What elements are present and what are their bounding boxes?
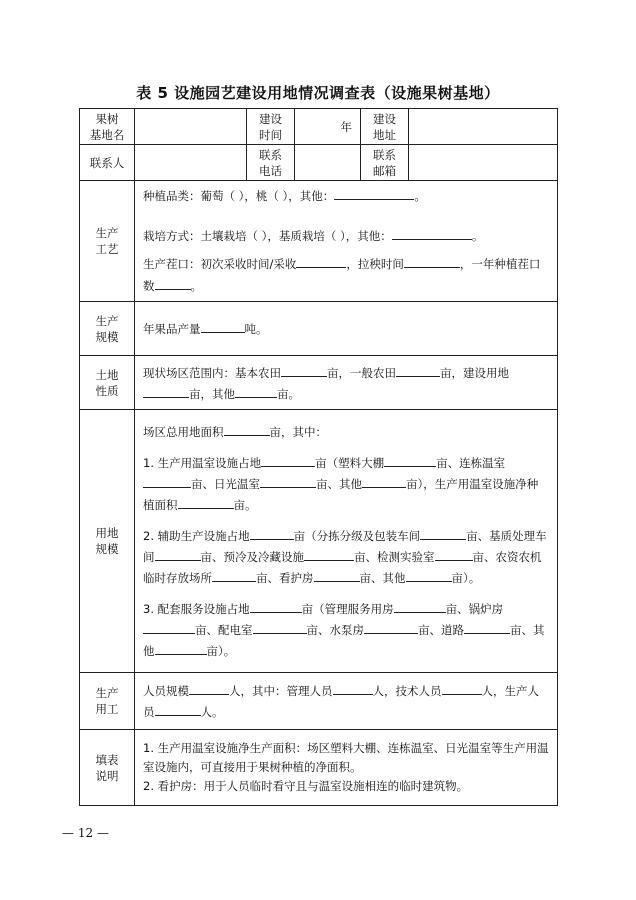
phone-label: 联系 电话 bbox=[247, 145, 295, 181]
variety-blank[interactable] bbox=[334, 185, 414, 200]
note-1: 1. 生产用温室设施净生产面积：场区塑料大棚、连栋温室、日光温室等生产用温室设施内，可直接用于果树种植的净面积。 bbox=[143, 741, 549, 774]
build-address-field[interactable] bbox=[409, 109, 558, 145]
greenhouse-other-blank[interactable] bbox=[362, 473, 406, 488]
boiler-room-blank[interactable] bbox=[143, 619, 195, 634]
notes-label: 填表 说明 bbox=[80, 730, 135, 806]
production-scale-content: 年果品产量 吨。 bbox=[135, 302, 558, 356]
uproot-time-blank[interactable] bbox=[404, 253, 460, 268]
cultivation-line: 栽培方式：土壤栽培（ ），基质栽培（ ），其他： 。 bbox=[143, 225, 549, 247]
packing-workshop-blank[interactable] bbox=[420, 525, 466, 540]
base-name-field[interactable] bbox=[135, 109, 247, 145]
production-staff-blank[interactable] bbox=[155, 701, 201, 716]
technical-staff-blank[interactable] bbox=[442, 680, 482, 695]
solar-greenhouse-blank[interactable] bbox=[260, 473, 316, 488]
management-staff-blank[interactable] bbox=[333, 680, 373, 695]
plastic-greenhouse-blank[interactable] bbox=[384, 452, 436, 467]
total-area-blank[interactable] bbox=[224, 421, 270, 436]
workers-label: 生产 用工 bbox=[80, 673, 135, 730]
auxiliary-area-blank[interactable] bbox=[250, 525, 294, 540]
build-time-label: 建设 时间 bbox=[247, 109, 295, 145]
power-room-blank[interactable] bbox=[253, 619, 307, 634]
staff-total-blank[interactable] bbox=[189, 680, 229, 695]
guard-room-blank[interactable] bbox=[314, 567, 360, 582]
greenhouse-section: 1. 生产用温室设施占地 亩（塑料大棚 亩、连栋温室亩、日光温室 亩、其他 亩），生产用温室设施净种植面积 亩。 bbox=[143, 452, 549, 515]
variety-line: 种植品类：葡萄（ ），桃（ ），其他： 。 bbox=[143, 185, 549, 207]
service-other-blank[interactable] bbox=[155, 640, 207, 655]
base-name-label: 果树 基地名 bbox=[80, 109, 135, 145]
page-number: — 12 — bbox=[62, 826, 109, 840]
net-planting-area-blank[interactable] bbox=[178, 494, 234, 509]
land-nature-label: 土地 性质 bbox=[80, 356, 135, 410]
multispan-greenhouse-blank[interactable] bbox=[143, 473, 191, 488]
total-area-line: 场区总用地面积 亩，其中： bbox=[143, 421, 549, 442]
auxiliary-section: 2. 辅助生产设施占地 亩（分拣分级及包装车间 亩、基质处理车间 亩、预冷及冷藏设施 亩、检测实验室 亩、农资农机临时存放场所 亩、看护房 亩、其他 亩）。 bbox=[143, 525, 549, 588]
auxiliary-other-blank[interactable] bbox=[406, 567, 452, 582]
management-room-blank[interactable] bbox=[394, 598, 446, 613]
cold-storage-blank[interactable] bbox=[304, 546, 354, 561]
production-process-label: 生产 工艺 bbox=[80, 181, 135, 302]
production-scale-label: 生产 规模 bbox=[80, 302, 135, 356]
contact-label: 联系人 bbox=[80, 145, 135, 181]
table-title: 表 5 设施园艺建设用地情况调查表（设施果树基地） bbox=[136, 84, 500, 102]
production-process-content bbox=[135, 181, 558, 302]
storage-site-blank[interactable] bbox=[212, 567, 256, 582]
general-farmland-blank[interactable] bbox=[396, 362, 440, 377]
annual-output-blank[interactable] bbox=[201, 318, 245, 333]
note-2: 2. 看护房：用于人员临时看守且与温室设施相连的临时建筑物。 bbox=[143, 779, 469, 793]
harvest-time-blank[interactable] bbox=[296, 253, 346, 268]
year-unit: 年 bbox=[340, 119, 352, 134]
crop-count-blank[interactable] bbox=[155, 275, 191, 290]
build-time-field[interactable] bbox=[295, 109, 361, 145]
land-scale-label: 用地 规模 bbox=[80, 410, 135, 673]
greenhouse-area-blank[interactable] bbox=[261, 452, 315, 467]
survey-form-table bbox=[79, 108, 558, 806]
lab-blank[interactable] bbox=[435, 546, 473, 561]
cultivation-blank[interactable] bbox=[392, 225, 472, 240]
land-scale-content bbox=[135, 410, 558, 673]
phone-field[interactable] bbox=[295, 145, 361, 181]
crop-season-line: 生产茬口：初次采收时间/采收 ，拉秧时间 ，一年种植茬口数 。 bbox=[143, 253, 549, 297]
basic-farmland-blank[interactable] bbox=[281, 362, 327, 377]
construction-land-blank[interactable] bbox=[143, 383, 189, 398]
contact-field[interactable] bbox=[135, 145, 247, 181]
email-field[interactable] bbox=[409, 145, 558, 181]
build-address-label: 建设 地址 bbox=[361, 109, 409, 145]
email-label: 联系 邮箱 bbox=[361, 145, 409, 181]
pump-room-blank[interactable] bbox=[364, 619, 418, 634]
land-nature-content: 现状场区范围内：基本农田 亩，一般农田 亩，建设用地亩，其他 亩。 bbox=[135, 356, 558, 410]
service-area-blank[interactable] bbox=[250, 598, 302, 613]
substrate-workshop-blank[interactable] bbox=[155, 546, 201, 561]
other-land-blank[interactable] bbox=[235, 383, 277, 398]
workers-content: 人员规模 人，其中：管理人员 人，技术人员 人，生产人员 人。 bbox=[135, 673, 558, 730]
road-blank[interactable] bbox=[464, 619, 510, 634]
notes-content bbox=[135, 730, 558, 806]
service-section: 3. 配套服务设施占地 亩（管理服务用房 亩、锅炉房亩、配电室 亩、水泵房 亩、道路 亩、其他 亩）。 bbox=[143, 598, 549, 661]
